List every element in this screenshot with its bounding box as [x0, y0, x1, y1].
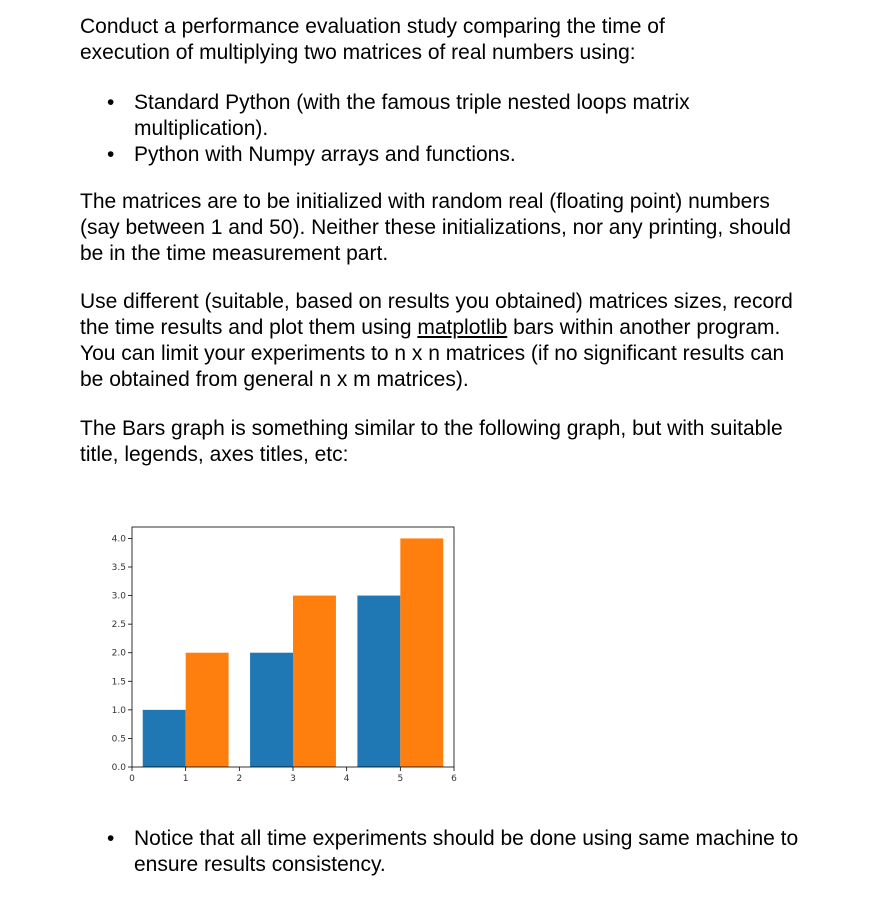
graph-paragraph: The Bars graph is something similar to the following graph, but with suitable title, legends, axes titles, etc: — [80, 417, 783, 466]
bar-series2 — [400, 538, 443, 767]
list-item — [80, 826, 800, 878]
list-item — [80, 142, 800, 168]
x-tick-label: 4 — [343, 774, 350, 784]
method-list — [80, 90, 800, 168]
bar-series1 — [143, 710, 186, 767]
sizes-text-before: Use different (suitable, based on results you obtained) matrices sizes, record the time results and plot them using — [80, 290, 793, 339]
x-tick-label: 1 — [182, 774, 189, 784]
intro-paragraph: Conduct a performance evaluation study comparing the time of execution of multiplying two matrices of real numbers using: — [80, 15, 665, 64]
y-tick-label: 3.0 — [111, 591, 126, 602]
bar-series2 — [186, 653, 229, 767]
x-tick-label: 5 — [397, 774, 404, 784]
y-tick-label: 1.5 — [111, 677, 126, 688]
y-tick-label: 1.0 — [111, 705, 126, 716]
x-tick-label: 3 — [290, 774, 296, 784]
x-tick-label: 0 — [129, 774, 135, 784]
x-tick-label: 6 — [451, 774, 457, 784]
bullet-icon: • — [107, 827, 115, 850]
y-tick-label: 3.5 — [111, 563, 126, 573]
sizes-text-after: bars within another program. You can limit your experiments to n x n matrices (if no significant results can be obtained from general n x m matrices). — [80, 316, 785, 391]
y-tick-label: 0.5 — [111, 734, 126, 745]
x-tick-label: 2 — [236, 774, 243, 784]
list-item — [80, 90, 800, 142]
bar-chart — [90, 515, 470, 795]
list-item-text: Standard Python (with the famous triple nested loops matrix multiplication). — [134, 91, 690, 140]
bar-series1 — [357, 596, 400, 767]
sizes-paragraph — [80, 289, 800, 393]
bar-series1 — [250, 653, 293, 767]
initialization-paragraph: The matrices are to be initialized with random real (floating point) numbers (say between 1 and 50). Neither these initializations, nor any printing, should be in the time measurement part. — [80, 190, 791, 265]
notice-list — [80, 826, 800, 878]
y-tick-label: 0.0 — [111, 763, 126, 773]
y-tick-label: 4.0 — [111, 534, 126, 545]
list-item-text: Notice that all time experiments should be done using same machine to ensure results consistency. — [134, 827, 799, 876]
y-tick-label: 2.5 — [111, 620, 126, 631]
bullet-icon: • — [107, 143, 115, 166]
bullet-icon: • — [107, 91, 115, 114]
bar-series2 — [293, 596, 336, 767]
matplotlib-link[interactable]: matplotlib — [417, 316, 508, 339]
list-item-text: Python with Numpy arrays and functions. — [134, 143, 516, 166]
y-tick-label: 2.0 — [111, 648, 126, 659]
